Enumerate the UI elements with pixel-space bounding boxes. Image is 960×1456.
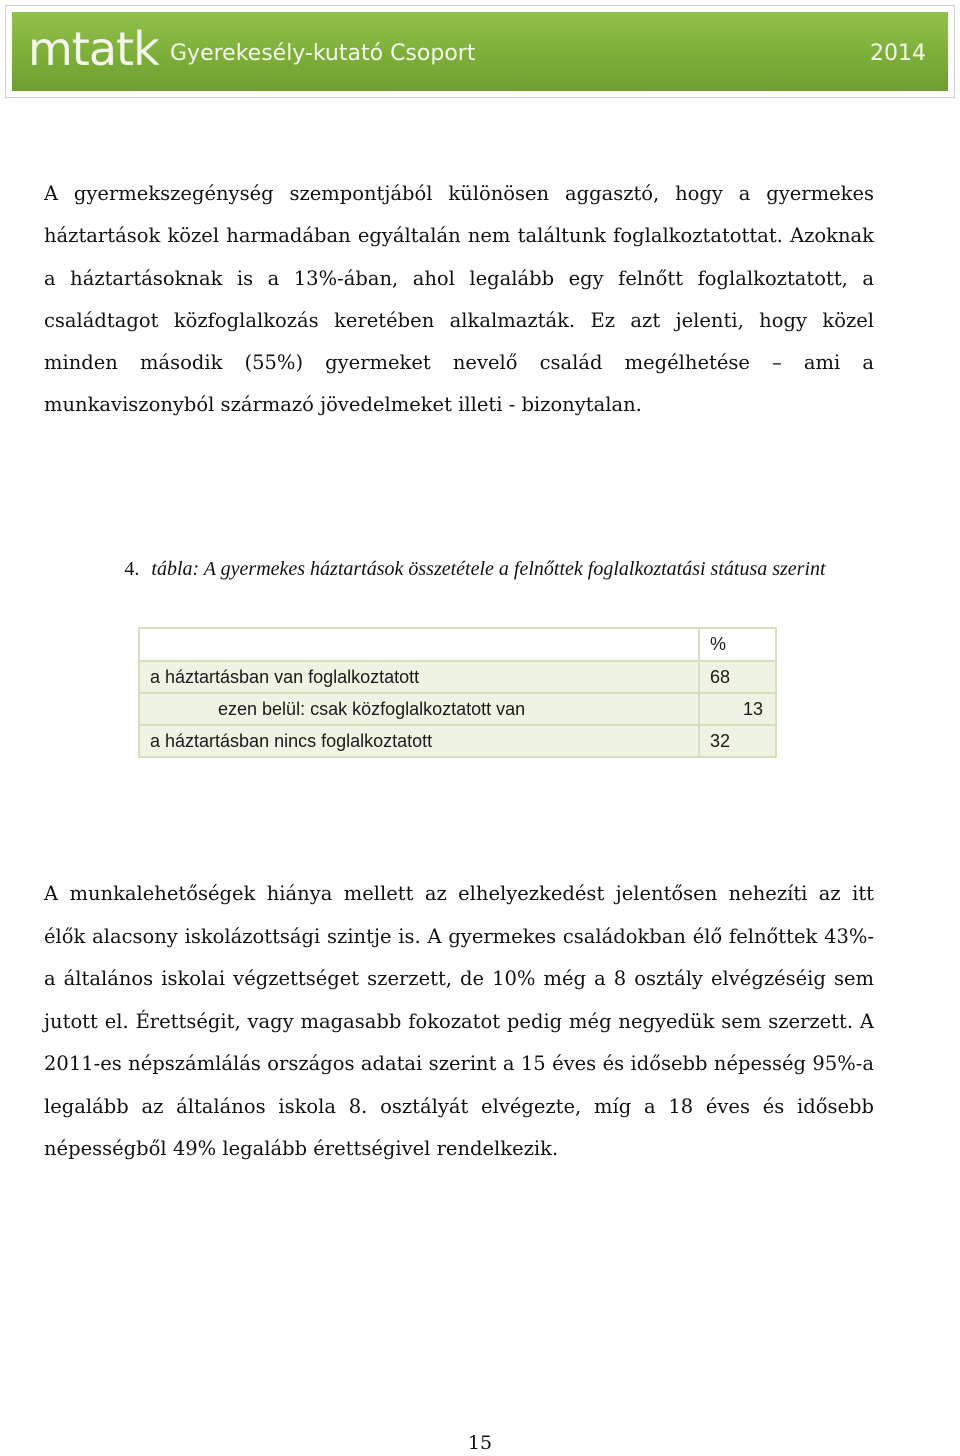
table-row (139, 661, 776, 693)
row-value: 13 (699, 693, 776, 725)
header-org-name: Gyerekesély-kutató Csoport (170, 41, 476, 66)
table-header-percent: % (699, 628, 776, 661)
row-label: a háztartásban nincs foglalkoztatott (139, 725, 699, 757)
mtatk-logo: mtatk (28, 22, 159, 76)
page-number: 15 (467, 1432, 493, 1454)
row-value: 32 (699, 725, 776, 757)
table-row (139, 693, 776, 725)
page-header (5, 5, 955, 98)
row-label: a háztartásban van foglalkoztatott (139, 661, 699, 693)
table-header-row (139, 628, 776, 661)
table-caption (92, 548, 858, 590)
table-header-empty-cell (139, 628, 699, 661)
header-year: 2014 (870, 41, 926, 66)
paragraph-1: A gyermekszegénység szempontjából különösen aggasztó, hogy a gyermekes háztartások közel harmadában egyáltalán nem találtunk foglalkoztatottat. Azoknak a háztartásoknak is a 13%-ában, ahol legalább egy felnőtt foglalkoztatott, a családtagot közfoglalkozás keretében alkalmazták. Ez azt jelenti, hogy közel minden második (55%) gyermeket nevelő család megélhetése – ami a munkaviszonyból származó jövedelmeket illeti - bizonytalan. (44, 182, 874, 417)
paragraph-2: A munkalehetőségek hiánya mellett az elhelyezkedést jelentősen nehezíti az itt élők alacsony iskolázottsági szintje is. A gyermekes családokban élő felnőttek 43%-a általános iskolai végzettséget szerzett, de 10% még a 8 osztály elvégzéséig sem jutott el. Érettségit, vagy magasabb fokozatot pedig még negyedük sem szerzett. A 2011-es népszámlálás országos adatai szerint a 15 éves és idősebb népesség 95%-a legalább az általános iskola 8. osztályát elvégezte, míg a 18 éves és idősebb népességből 49% legalább érettségivel rendelkezik. (44, 882, 874, 1160)
row-value: 68 (699, 661, 776, 693)
table-row (139, 725, 776, 757)
header-banner (12, 12, 948, 91)
table-caption-text: tábla: A gyermekes háztartások összetétele a felnőttek foglalkoztatási státusa szerint (151, 558, 826, 580)
table-caption-number: 4. (124, 558, 140, 580)
employment-table (138, 627, 777, 758)
row-label: ezen belül: csak közfoglalkoztatott van (139, 693, 699, 725)
